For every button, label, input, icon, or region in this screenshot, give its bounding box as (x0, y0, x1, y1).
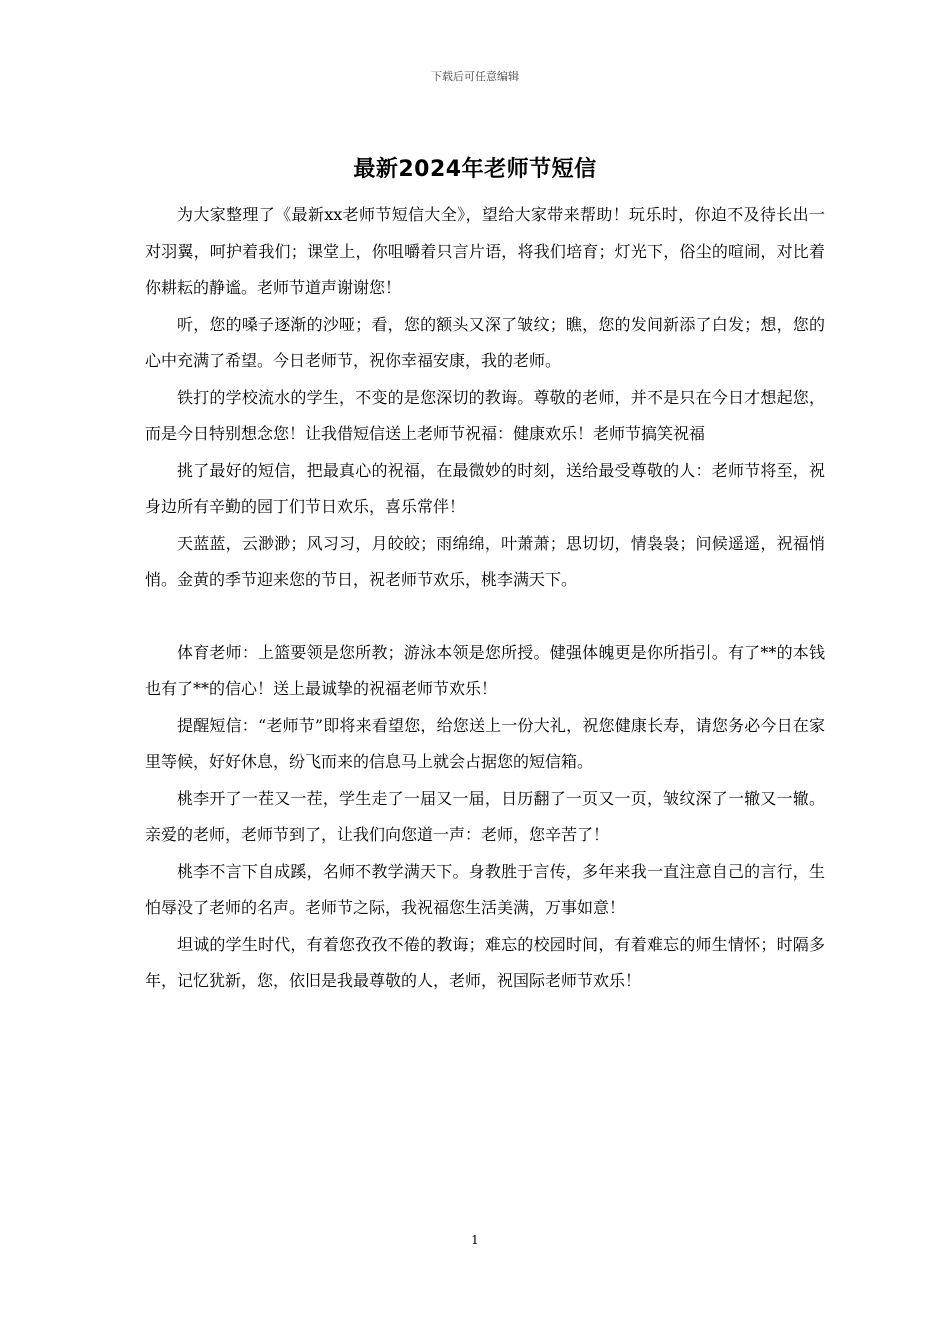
page-number: 1 (471, 1233, 479, 1247)
paragraph: 挑了最好的短信，把最真心的祝福，在最微妙的时刻，送给最受尊敬的人：老师节将至，祝身边所有辛勤的园丁们节日欢乐，喜乐常伴！ (145, 460, 825, 516)
page-header: 下载后可任意编辑 (431, 70, 519, 83)
paragraph: 提醒短信：“老师节”即将来看望您，给您送上一份大礼，祝您健康长寿，请您务必今日在家里等候，好好休息，纷飞而来的信息马上就会占据您的短信箱。 (145, 715, 825, 771)
paragraph: 天蓝蓝，云渺渺；风习习，月皎皎；雨绵绵，叶萧萧；思切切，情袅袅；问候遥遥，祝福悄悄。金黄的季节迎来您的节日，祝老师节欢乐，桃李满天下。 (145, 533, 825, 589)
paragraph: 坦诚的学生时代，有着您孜孜不倦的教诲；难忘的校园时间，有着难忘的师生情怀；时隔多年，记忆犹新，您，依旧是我最尊敬的人，老师，祝国际老师节欢乐！ (145, 934, 825, 990)
document-body (145, 197, 825, 1000)
paragraph: 听，您的嗓子逐渐的沙哑；看，您的额头又深了皱纹；瞧，您的发间新添了白发；想，您的心中充满了希望。今日老师节，祝你幸福安康，我的老师。 (145, 314, 825, 370)
paragraph: 桃李开了一茬又一茬，学生走了一届又一届，日历翻了一页又一页，皱纹深了一辙又一辙。亲爱的老师，老师节到了，让我们向您道一声：老师，您辛苦了！ (145, 788, 825, 844)
paragraph: 桃李不言下自成蹊，名师不教学满天下。身教胜于言传，多年来我一直注意自己的言行，生怕辱没了老师的名声。老师节之际，我祝福您生活美满，万事如意！ (145, 861, 825, 917)
blank-line (145, 599, 825, 635)
paragraph: 铁打的学校流水的学生，不变的是您深切的教诲。尊敬的老师，并不是只在今日才想起您，而是今日特别想念您！让我借短信送上老师节祝福：健康欢乐！老师节搞笑祝福 (145, 387, 825, 443)
paragraph: 为大家整理了《最新xx老师节短信大全》，望给大家带来帮助！玩乐时，你迫不及待长出一对羽翼，呵护着我们；课堂上，你咀嚼着只言片语，将我们培育；灯光下，俗尘的喧闹，对比着你耕耘的静谧。老师节道声谢谢您！ (145, 205, 825, 297)
document-title: 最新2024年老师节短信 (353, 157, 597, 182)
paragraph: 体育老师：上篮要领是您所教；游泳本领是您所授。健强体魄更是你所指引。有了**的本钱也有了**的信心！送上最诚挚的祝福老师节欢乐！ (145, 642, 825, 698)
